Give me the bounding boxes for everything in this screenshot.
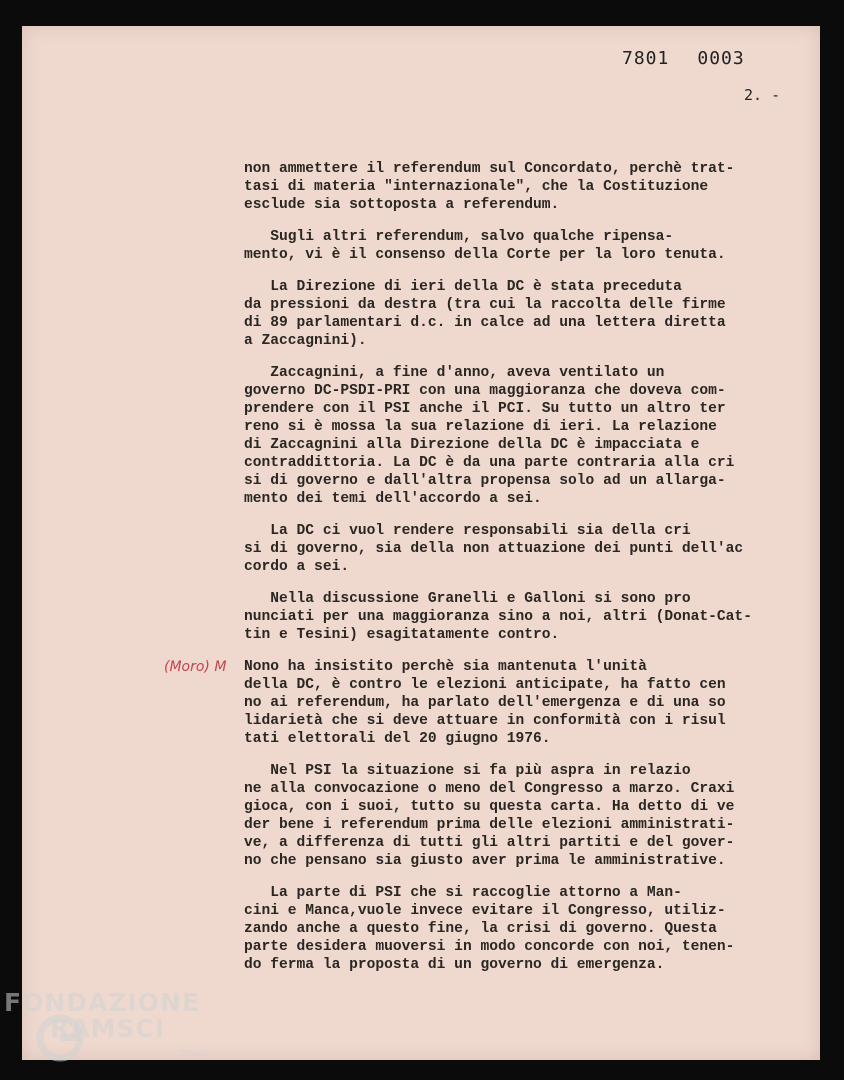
doc-number-part-2: 0003 bbox=[697, 48, 745, 69]
text-line: cordo a sei. bbox=[244, 559, 350, 575]
text-line: Zaccagnini, a fine d'anno, aveva ventilato un bbox=[244, 365, 665, 381]
paragraph-8 bbox=[244, 762, 814, 870]
text-line: lidarietà che si deve attuare in conformità con i risul bbox=[244, 713, 726, 729]
text-line: tati elettorali del 20 giugno 1976. bbox=[244, 731, 551, 747]
text-line: Sugli altri referendum, salvo qualche ripensa- bbox=[244, 229, 674, 245]
text-line: a Zaccagnini). bbox=[244, 333, 367, 349]
text-line: parte desidera muoversi in modo concorde con noi, tenen- bbox=[244, 939, 735, 955]
text-line: tasi di materia "internazionale", che la Costituzione bbox=[244, 179, 709, 195]
handwritten-annotation-moro: (Moro) M bbox=[164, 659, 227, 675]
text-line: da pressioni da destra (tra cui la raccolta delle firme bbox=[244, 297, 726, 313]
paragraph-7 bbox=[164, 658, 814, 748]
text-line: der bene i referendum prima delle elezioni amministrati- bbox=[244, 817, 735, 833]
text-line: nunciati per una maggioranza sino a noi, altri (Donat-Cat- bbox=[244, 609, 752, 625]
text-line: La Direzione di ieri della DC è stata preceduta bbox=[244, 279, 682, 295]
text-line: La DC ci vuol rendere responsabili sia della cri bbox=[244, 523, 691, 539]
text-line: Nella discussione Granelli e Galloni si sono pro bbox=[244, 591, 691, 607]
text-line: tin e Tesini) esagitatamente contro. bbox=[244, 627, 560, 643]
text-line: non ammettere il referendum sul Concordato, perchè trat- bbox=[244, 161, 735, 177]
text-line: ve, a differenza di tutti gli altri partiti e del gover- bbox=[244, 835, 735, 851]
text-line: mento dei temi dell'accordo a sei. bbox=[244, 491, 542, 507]
paragraph-4 bbox=[244, 364, 814, 508]
text-line: cini e Manca,vuole invece evitare il Congresso, utiliz- bbox=[244, 903, 726, 919]
text-line: La parte di PSI che si raccoglie attorno a Man- bbox=[244, 885, 682, 901]
page-number: 2. - bbox=[744, 86, 781, 104]
watermark-onlus: onlus bbox=[180, 1046, 210, 1059]
text-line: governo DC-PSDI-PRI con una maggioranza che doveva com- bbox=[244, 383, 726, 399]
watermark-subtitle: RAMSCI bbox=[50, 1014, 166, 1043]
text-line: no ai referendum, ha parlato dell'emergenza e di una so bbox=[244, 695, 726, 711]
text-line: prendere con il PSI anche il PCI. Su tutto un altro ter bbox=[244, 401, 726, 417]
typewritten-body bbox=[164, 160, 814, 988]
paragraph-6 bbox=[244, 590, 814, 644]
text-line: zando anche a questo fine, la crisi di governo. Questa bbox=[244, 921, 717, 937]
document-number bbox=[622, 48, 745, 69]
doc-number-part-1: 7801 bbox=[622, 48, 670, 69]
watermark-title: FONDAZIONE bbox=[4, 988, 201, 1017]
text-line: di Zaccagnini alla Direzione della DC è impacciata e bbox=[244, 437, 700, 453]
paragraph-5 bbox=[244, 522, 814, 576]
text-line: mento, vi è il consenso della Corte per la loro tenuta. bbox=[244, 247, 726, 263]
text-line: esclude sia sottoposta a referendum. bbox=[244, 197, 560, 213]
paragraph-3 bbox=[244, 278, 814, 350]
paragraph-2 bbox=[244, 228, 814, 264]
text-line: Nono ha insistito perchè sia mantenuta l'unità bbox=[244, 659, 647, 675]
document-page bbox=[22, 26, 820, 1060]
paragraph-9 bbox=[244, 884, 814, 974]
text-line: della DC, è contro le elezioni anticipate, ha fatto cen bbox=[244, 677, 726, 693]
text-line: reno si è mossa la sua relazione di ieri. La relazione bbox=[244, 419, 717, 435]
text-line: contraddittoria. La DC è da una parte contraria alla cri bbox=[244, 455, 735, 471]
text-line: gioca, con i suoi, tutto su questa carta. Ha detto di ve bbox=[244, 799, 735, 815]
text-line: do ferma la proposta di un governo di emergenza. bbox=[244, 957, 665, 973]
text-line: si di governo e dall'altra propensa solo ad un allarga- bbox=[244, 473, 726, 489]
text-line: no che pensano sia giusto aver prima le amministrative. bbox=[244, 853, 726, 869]
text-line: ne alla convocazione o meno del Congresso a marzo. Craxi bbox=[244, 781, 735, 797]
paragraph-1 bbox=[244, 160, 814, 214]
text-line: si di governo, sia della non attuazione dei punti dell'ac bbox=[244, 541, 744, 557]
text-line: di 89 parlamentari d.c. in calce ad una lettera diretta bbox=[244, 315, 726, 331]
fondazione-gramsci-watermark bbox=[4, 988, 224, 1074]
text-line: Nel PSI la situazione si fa più aspra in relazio bbox=[244, 763, 691, 779]
